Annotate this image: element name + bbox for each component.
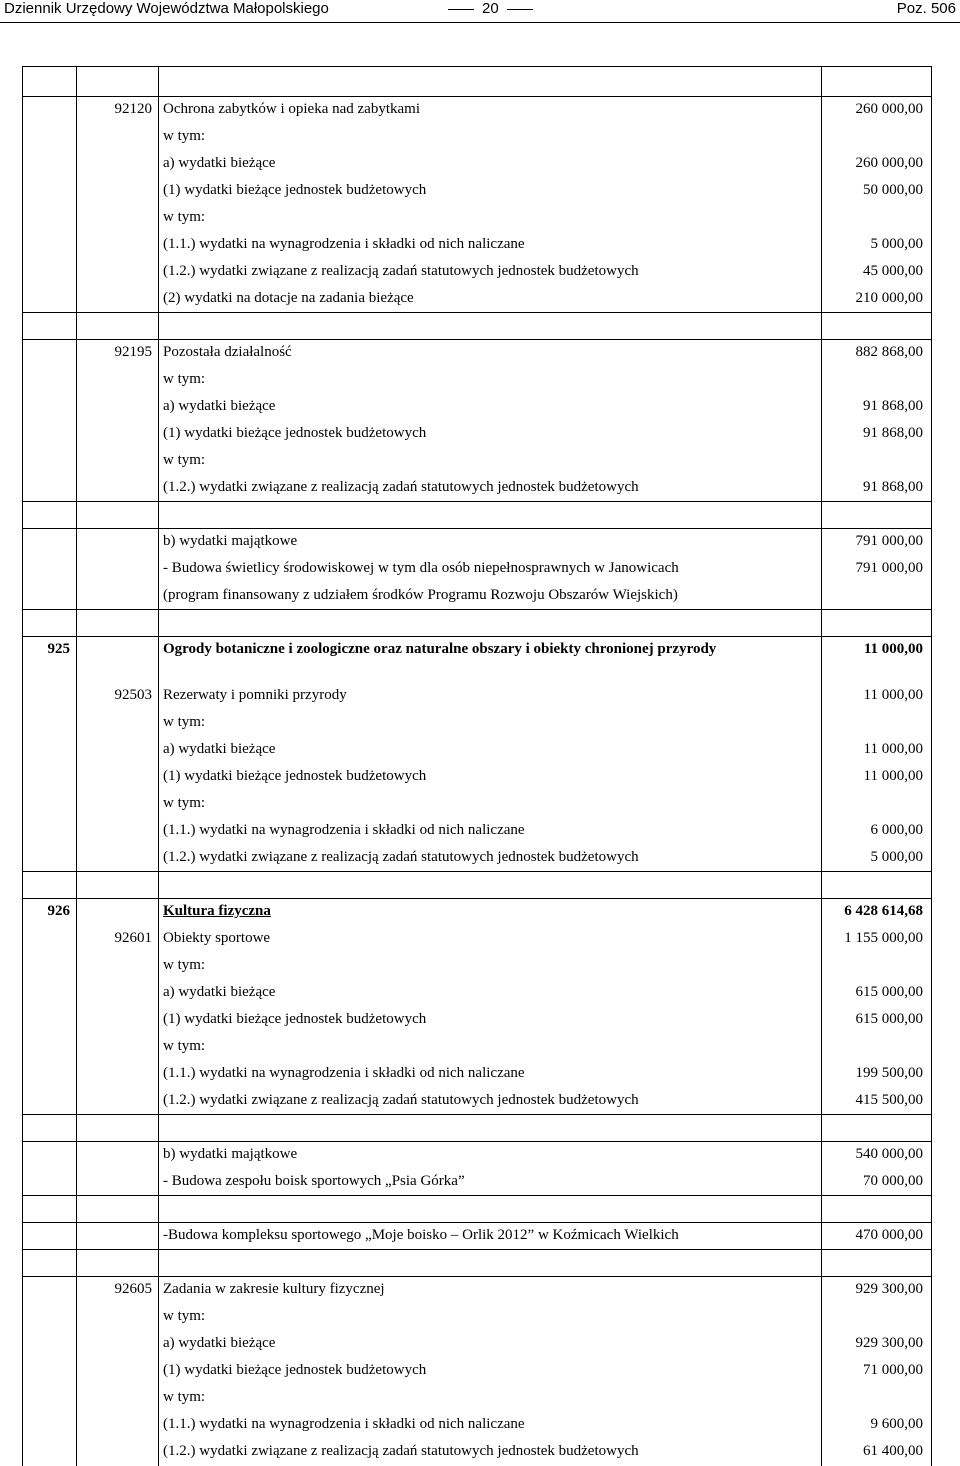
separator-cell xyxy=(159,1196,822,1223)
chapter-cell: 926 xyxy=(23,899,77,926)
amount-cell: 415 500,00 xyxy=(822,1088,932,1115)
separator-cell xyxy=(159,1115,822,1142)
description-cell: (1) wydatki bieżące jednostek budżetowych xyxy=(159,178,822,205)
table-row xyxy=(23,980,932,1007)
amount-cell: 791 000,00 xyxy=(822,529,932,556)
amount-cell: 199 500,00 xyxy=(822,1061,932,1088)
subsection-cell xyxy=(77,151,159,178)
subsection-cell xyxy=(77,475,159,502)
table-row xyxy=(23,1358,932,1385)
dash-right xyxy=(507,9,533,10)
subsection-cell xyxy=(77,1034,159,1061)
separator-row xyxy=(23,1250,932,1277)
amount-cell: 615 000,00 xyxy=(822,980,932,1007)
chapter-row xyxy=(23,637,932,683)
separator-cell xyxy=(23,872,77,899)
separator-cell xyxy=(77,610,159,637)
description-cell: Zadania w zakresie kultury fizycznej xyxy=(159,1277,822,1304)
amount-cell: 11 000,00 xyxy=(822,737,932,764)
description-cell: w tym: xyxy=(159,1304,822,1331)
description-cell: Pozostała działalność xyxy=(159,340,822,367)
amount-cell: 6 428 614,68 xyxy=(822,899,932,926)
separator-row xyxy=(23,313,932,340)
separator-cell xyxy=(23,313,77,340)
amount-cell: 91 868,00 xyxy=(822,394,932,421)
chapter-cell xyxy=(23,448,77,475)
table-row xyxy=(23,232,932,259)
amount-cell xyxy=(822,791,932,818)
amount-cell: 791 000,00 xyxy=(822,556,932,583)
description-cell: (1.1.) wydatki na wynagrodzenia i składki od nich naliczane xyxy=(159,1412,822,1439)
chapter-cell xyxy=(23,980,77,1007)
separator-cell xyxy=(822,313,932,340)
amount-cell xyxy=(822,367,932,394)
description-cell: a) wydatki bieżące xyxy=(159,980,822,1007)
chapter-cell xyxy=(23,1304,77,1331)
chapter-cell xyxy=(23,1412,77,1439)
chapter-cell xyxy=(23,340,77,367)
description-cell: w tym: xyxy=(159,1034,822,1061)
subsection-cell xyxy=(77,1007,159,1034)
amount-cell: 5 000,00 xyxy=(822,845,932,872)
description-cell: (1.2.) wydatki związane z realizacją zadań statutowych jednostek budżetowych xyxy=(159,1439,822,1466)
description-cell: w tym: xyxy=(159,953,822,980)
subsection-cell xyxy=(77,259,159,286)
publication-title: Dziennik Urzędowy Województwa Małopolskiego xyxy=(4,0,329,17)
chapter-cell xyxy=(23,1061,77,1088)
subsection-row xyxy=(23,683,932,710)
table-row xyxy=(23,791,932,818)
chapter-cell xyxy=(23,286,77,313)
subsection-cell xyxy=(77,367,159,394)
separator-row xyxy=(23,1115,932,1142)
separator-cell xyxy=(23,502,77,529)
page-header xyxy=(0,0,960,20)
table-row xyxy=(23,178,932,205)
table-row xyxy=(23,1088,932,1115)
subsection-cell xyxy=(77,637,159,683)
description-cell: Ogrody botaniczne i zoologiczne oraz naturalne obszary i obiekty chronionej przyrody xyxy=(159,637,822,683)
table-row xyxy=(23,205,932,232)
table-row xyxy=(23,448,932,475)
budget-table-body xyxy=(23,67,932,1466)
description-cell: (1) wydatki bieżące jednostek budżetowych xyxy=(159,421,822,448)
amount-cell: 260 000,00 xyxy=(822,151,932,178)
amount-cell: 470 000,00 xyxy=(822,1223,932,1250)
chapter-cell xyxy=(23,1358,77,1385)
description-cell: a) wydatki bieżące xyxy=(159,151,822,178)
separator-cell xyxy=(822,1196,932,1223)
dash-left xyxy=(448,9,474,10)
description-cell: a) wydatki bieżące xyxy=(159,737,822,764)
amount-cell: 9 600,00 xyxy=(822,1412,932,1439)
chapter-cell xyxy=(23,1142,77,1169)
subsection-cell xyxy=(77,980,159,1007)
description-cell: w tym: xyxy=(159,124,822,151)
description-cell: Ochrona zabytków i opieka nad zabytkami xyxy=(159,97,822,124)
table-row xyxy=(23,737,932,764)
subsection-cell xyxy=(77,818,159,845)
subsection-cell xyxy=(77,124,159,151)
table-row xyxy=(23,394,932,421)
amount-cell xyxy=(822,448,932,475)
subsection-cell xyxy=(77,791,159,818)
subsection-cell xyxy=(77,205,159,232)
subsection-cell xyxy=(77,286,159,313)
separator-cell xyxy=(23,1250,77,1277)
separator-cell xyxy=(77,1115,159,1142)
chapter-cell xyxy=(23,845,77,872)
amount-cell: 615 000,00 xyxy=(822,1007,932,1034)
chapter-cell xyxy=(23,953,77,980)
description-cell: (1.2.) wydatki związane z realizacją zadań statutowych jednostek budżetowych xyxy=(159,259,822,286)
separator-cell xyxy=(23,1115,77,1142)
table-row xyxy=(23,710,932,737)
chapter-cell xyxy=(23,1088,77,1115)
subsection-cell xyxy=(77,178,159,205)
description-cell: (1.2.) wydatki związane z realizacją zadań statutowych jednostek budżetowych xyxy=(159,845,822,872)
subsection-cell xyxy=(77,448,159,475)
separator-cell xyxy=(822,610,932,637)
chapter-cell xyxy=(23,475,77,502)
chapter-cell xyxy=(23,926,77,953)
amount-cell xyxy=(822,1304,932,1331)
description-cell: - Budowa świetlicy środowiskowej w tym dla osób niepełnosprawnych w Janowicach xyxy=(159,556,822,583)
chapter-cell xyxy=(23,529,77,556)
table-row xyxy=(23,583,932,610)
subsection-cell xyxy=(77,1088,159,1115)
amount-cell: 71 000,00 xyxy=(822,1358,932,1385)
table-row xyxy=(23,421,932,448)
separator-row xyxy=(23,67,932,97)
subsection-cell: 92601 xyxy=(77,926,159,953)
amount-cell xyxy=(822,124,932,151)
table-row xyxy=(23,259,932,286)
amount-cell: 5 000,00 xyxy=(822,232,932,259)
separator-cell xyxy=(23,610,77,637)
table-row xyxy=(23,124,932,151)
description-cell: a) wydatki bieżące xyxy=(159,394,822,421)
amount-cell: 540 000,00 xyxy=(822,1142,932,1169)
chapter-cell xyxy=(23,1223,77,1250)
subsection-cell xyxy=(77,1358,159,1385)
subsection-cell xyxy=(77,710,159,737)
subsection-cell xyxy=(77,1412,159,1439)
chapter-cell xyxy=(23,1169,77,1196)
description-cell: a) wydatki bieżące xyxy=(159,1331,822,1358)
subsection-cell xyxy=(77,556,159,583)
amount-cell: 70 000,00 xyxy=(822,1169,932,1196)
budget-table xyxy=(22,66,932,1466)
subsection-cell xyxy=(77,394,159,421)
amount-cell: 11 000,00 xyxy=(822,683,932,710)
chapter-cell xyxy=(23,1007,77,1034)
separator-cell xyxy=(159,502,822,529)
chapter-cell xyxy=(23,791,77,818)
description-cell: (program finansowany z udziałem środków Programu Rozwoju Obszarów Wiejskich) xyxy=(159,583,822,610)
subsection-cell xyxy=(77,529,159,556)
subsection-row xyxy=(23,340,932,367)
amount-cell: 210 000,00 xyxy=(822,286,932,313)
chapter-row xyxy=(23,899,932,926)
subsection-cell xyxy=(77,953,159,980)
separator-row xyxy=(23,872,932,899)
header-rule xyxy=(0,22,960,23)
separator-cell xyxy=(822,1115,932,1142)
separator-cell xyxy=(822,67,932,97)
description-cell: w tym: xyxy=(159,1385,822,1412)
amount-cell xyxy=(822,710,932,737)
subsection-cell xyxy=(77,421,159,448)
subsection-row xyxy=(23,926,932,953)
amount-cell: 882 868,00 xyxy=(822,340,932,367)
chapter-cell xyxy=(23,1385,77,1412)
table-row xyxy=(23,1385,932,1412)
separator-row xyxy=(23,610,932,637)
subsection-cell: 92503 xyxy=(77,683,159,710)
separator-cell xyxy=(822,502,932,529)
chapter-cell xyxy=(23,421,77,448)
description-cell: w tym: xyxy=(159,710,822,737)
amount-cell xyxy=(822,583,932,610)
page-number-value: 20 xyxy=(482,0,499,17)
subsection-cell xyxy=(77,1304,159,1331)
separator-cell xyxy=(159,67,822,97)
table-row xyxy=(23,475,932,502)
chapter-cell xyxy=(23,124,77,151)
subsection-cell xyxy=(77,1142,159,1169)
subsection-cell xyxy=(77,1061,159,1088)
separator-cell xyxy=(159,313,822,340)
amount-cell: 91 868,00 xyxy=(822,421,932,448)
amount-cell xyxy=(822,205,932,232)
description-cell: w tym: xyxy=(159,791,822,818)
subsection-cell xyxy=(77,845,159,872)
separator-cell xyxy=(77,313,159,340)
description-cell: (1.1.) wydatki na wynagrodzenia i składki od nich naliczane xyxy=(159,232,822,259)
table-row xyxy=(23,764,932,791)
amount-cell: 6 000,00 xyxy=(822,818,932,845)
description-cell: - Budowa zespołu boisk sportowych „Psia Górka” xyxy=(159,1169,822,1196)
chapter-cell xyxy=(23,710,77,737)
table-row xyxy=(23,1007,932,1034)
separator-cell xyxy=(77,67,159,97)
separator-cell xyxy=(159,1250,822,1277)
subsection-cell xyxy=(77,583,159,610)
separator-row xyxy=(23,1196,932,1223)
separator-cell xyxy=(77,1250,159,1277)
chapter-cell xyxy=(23,556,77,583)
table-row xyxy=(23,1304,932,1331)
separator-cell xyxy=(822,1250,932,1277)
table-row xyxy=(23,818,932,845)
chapter-cell xyxy=(23,1439,77,1466)
table-row xyxy=(23,1169,932,1196)
table-row xyxy=(23,556,932,583)
chapter-cell xyxy=(23,97,77,124)
chapter-cell xyxy=(23,205,77,232)
chapter-cell xyxy=(23,1277,77,1304)
subsection-cell xyxy=(77,899,159,926)
table-row xyxy=(23,1142,932,1169)
table-row xyxy=(23,1412,932,1439)
subsection-cell xyxy=(77,737,159,764)
subsection-cell: 92605 xyxy=(77,1277,159,1304)
subsection-cell: 92195 xyxy=(77,340,159,367)
description-cell: Obiekty sportowe xyxy=(159,926,822,953)
amount-cell: 61 400,00 xyxy=(822,1439,932,1466)
separator-cell xyxy=(77,872,159,899)
description-cell: (1) wydatki bieżące jednostek budżetowych xyxy=(159,1007,822,1034)
chapter-cell xyxy=(23,737,77,764)
subsection-cell xyxy=(77,232,159,259)
description-cell: (1.2.) wydatki związane z realizacją zadań statutowych jednostek budżetowych xyxy=(159,475,822,502)
table-row xyxy=(23,286,932,313)
chapter-cell xyxy=(23,818,77,845)
subsection-cell xyxy=(77,1223,159,1250)
chapter-cell xyxy=(23,1331,77,1358)
description-cell: w tym: xyxy=(159,448,822,475)
separator-cell xyxy=(822,872,932,899)
amount-cell: 1 155 000,00 xyxy=(822,926,932,953)
separator-cell xyxy=(77,1196,159,1223)
amount-cell: 929 300,00 xyxy=(822,1277,932,1304)
description-cell: w tym: xyxy=(159,205,822,232)
table-row xyxy=(23,1331,932,1358)
table-row xyxy=(23,845,932,872)
description-cell: -Budowa kompleksu sportowego „Moje boisko – Orlik 2012” w Koźmicach Wielkich xyxy=(159,1223,822,1250)
subsection-cell xyxy=(77,1169,159,1196)
chapter-cell xyxy=(23,394,77,421)
amount-cell xyxy=(822,1385,932,1412)
chapter-cell xyxy=(23,764,77,791)
chapter-cell xyxy=(23,151,77,178)
separator-row xyxy=(23,502,932,529)
position-number: Poz. 506 xyxy=(896,0,956,17)
description-cell: (1) wydatki bieżące jednostek budżetowych xyxy=(159,1358,822,1385)
amount-cell: 11 000,00 xyxy=(822,637,932,683)
table-row xyxy=(23,1061,932,1088)
chapter-cell xyxy=(23,683,77,710)
table-row xyxy=(23,1439,932,1466)
table-row xyxy=(23,367,932,394)
subsection-cell xyxy=(77,764,159,791)
description-cell: w tym: xyxy=(159,367,822,394)
amount-cell xyxy=(822,953,932,980)
subsection-cell: 92120 xyxy=(77,97,159,124)
description-cell: (1.2.) wydatki związane z realizacją zadań statutowych jednostek budżetowych xyxy=(159,1088,822,1115)
table-row xyxy=(23,1223,932,1250)
amount-cell: 45 000,00 xyxy=(822,259,932,286)
subsection-row xyxy=(23,97,932,124)
description-cell: Kultura fizyczna xyxy=(159,899,822,926)
amount-cell xyxy=(822,1034,932,1061)
description-cell: Rezerwaty i pomniki przyrody xyxy=(159,683,822,710)
table-row xyxy=(23,529,932,556)
amount-cell: 91 868,00 xyxy=(822,475,932,502)
amount-cell: 11 000,00 xyxy=(822,764,932,791)
subsection-row xyxy=(23,1277,932,1304)
description-cell: (1.1.) wydatki na wynagrodzenia i składki od nich naliczane xyxy=(159,818,822,845)
chapter-cell xyxy=(23,232,77,259)
description-cell: (1) wydatki bieżące jednostek budżetowych xyxy=(159,764,822,791)
amount-cell: 929 300,00 xyxy=(822,1331,932,1358)
separator-cell xyxy=(159,872,822,899)
subsection-cell xyxy=(77,1385,159,1412)
description-cell: b) wydatki majątkowe xyxy=(159,1142,822,1169)
chapter-cell: 925 xyxy=(23,637,77,683)
table-row xyxy=(23,151,932,178)
chapter-cell xyxy=(23,178,77,205)
table-row xyxy=(23,1034,932,1061)
chapter-cell xyxy=(23,367,77,394)
subsection-cell xyxy=(77,1439,159,1466)
separator-cell xyxy=(159,610,822,637)
separator-cell xyxy=(23,1196,77,1223)
subsection-cell xyxy=(77,1331,159,1358)
chapter-cell xyxy=(23,583,77,610)
amount-cell: 260 000,00 xyxy=(822,97,932,124)
separator-cell xyxy=(23,67,77,97)
description-cell: (2) wydatki na dotacje na zadania bieżące xyxy=(159,286,822,313)
chapter-cell xyxy=(23,259,77,286)
amount-cell: 50 000,00 xyxy=(822,178,932,205)
separator-cell xyxy=(77,502,159,529)
description-cell: (1.1.) wydatki na wynagrodzenia i składki od nich naliczane xyxy=(159,1061,822,1088)
chapter-cell xyxy=(23,1034,77,1061)
page-number xyxy=(440,0,541,17)
table-row xyxy=(23,953,932,980)
description-cell: b) wydatki majątkowe xyxy=(159,529,822,556)
